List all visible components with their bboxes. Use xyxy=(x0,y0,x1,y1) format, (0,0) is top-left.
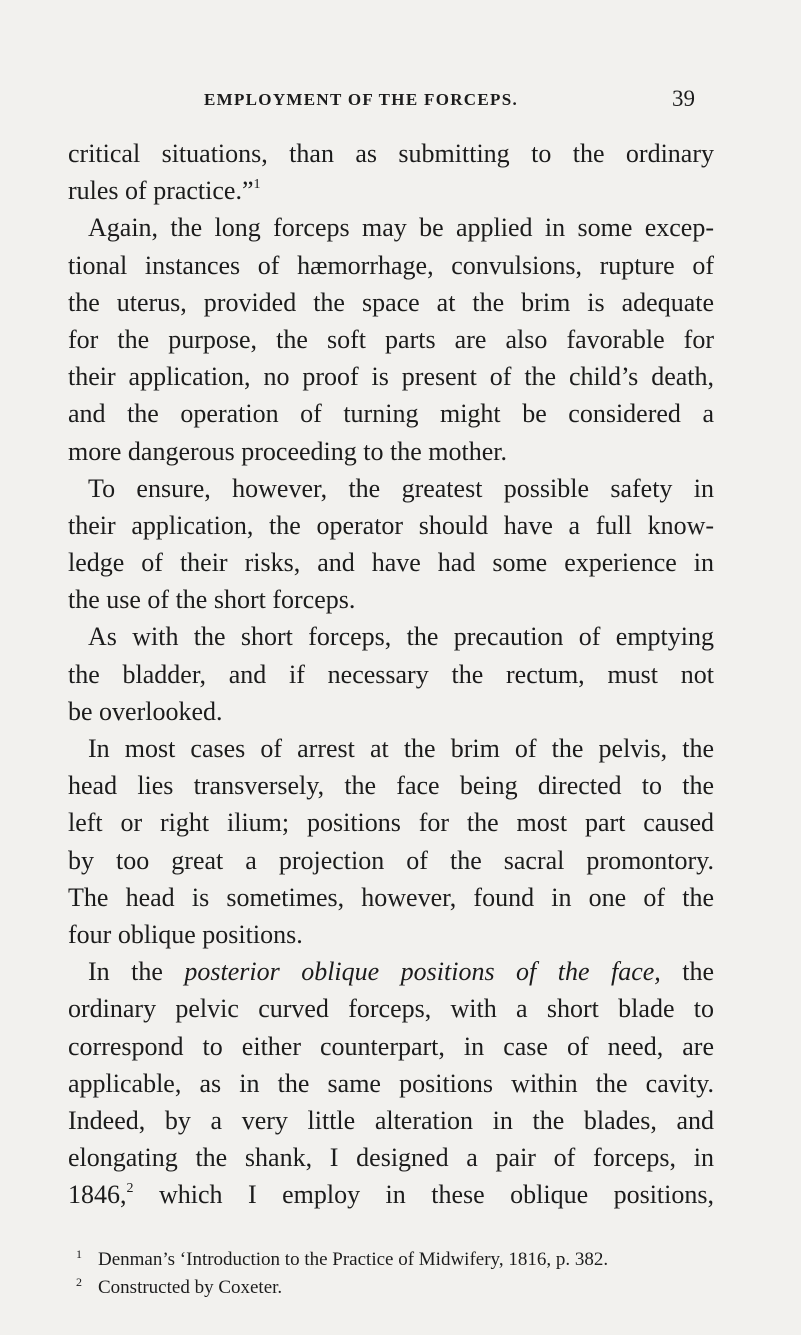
text-line: correspond to either counterpart, in case of need, are xyxy=(68,1031,714,1061)
text-line: Indeed, by a very little alteration in the blades, and xyxy=(68,1105,714,1135)
text-line: The head is sometimes, however, found in one of the xyxy=(68,882,714,912)
text-line: elongating the shank, I designed a pair of forceps, in xyxy=(68,1143,714,1173)
text-line: more dangerous proceeding to the mother. xyxy=(68,436,507,466)
text-line: ledge of their risks, and have had some experience in xyxy=(68,548,714,578)
text-line: for the purpose, the soft parts are also favorable for xyxy=(68,324,714,354)
text-span: which I employ in these oblique positions, xyxy=(158,1180,714,1210)
text-span: the xyxy=(682,957,714,987)
footnote-mark: 1 xyxy=(76,1247,82,1261)
footnote xyxy=(76,1240,716,1268)
footnote-text: Constructed by Coxeter. xyxy=(98,1277,283,1298)
body-text xyxy=(68,135,714,1213)
text-line: ordinary pelvic curved forceps, with a short blade to xyxy=(68,994,714,1024)
text-line: be overlooked. xyxy=(68,696,223,726)
text-line: and the operation of turning might be considered a xyxy=(68,399,714,429)
footnotes xyxy=(76,1240,716,1296)
text-line: the uterus, provided the space at the brim is adequate xyxy=(68,287,714,317)
text-span: rules of practice.” xyxy=(68,176,254,206)
page-header xyxy=(68,86,708,118)
text-line xyxy=(68,1176,714,1213)
paragraph-start: As with the short forceps, the precaution of emptying xyxy=(88,622,714,652)
page-number: 39 xyxy=(672,86,695,111)
running-head: EMPLOYMENT OF THE FORCEPS. xyxy=(204,90,519,109)
text-line: four oblique positions. xyxy=(68,919,303,949)
paragraph-start xyxy=(68,953,714,990)
text-span: 1846, xyxy=(68,1180,127,1210)
text-line: head lies transversely, the face being directed to the xyxy=(68,771,714,801)
text-line: the use of the short forceps. xyxy=(68,585,356,615)
text-line: applicable, as in the same positions within the cavity. xyxy=(68,1068,714,1098)
paragraph-start: To ensure, however, the greatest possible safety in xyxy=(88,473,714,503)
text-line: tional instances of hæmorrhage, convulsions, rupture of xyxy=(68,250,714,280)
italic-phrase: posterior oblique positions of the face, xyxy=(184,957,661,987)
text-line: their application, no proof is present of the child’s death, xyxy=(68,362,714,392)
paragraph-start: In most cases of arrest at the brim of the pelvis, the xyxy=(88,734,714,763)
text-line: by too great a projection of the sacral promontory. xyxy=(68,845,714,875)
text-span: In the xyxy=(88,957,163,987)
paragraph-start: Again, the long forceps may be applied in some excep- xyxy=(88,213,714,243)
footnote-text: Denman’s ‘Introduction to the Practice of Midwifery, 1816, p. 382. xyxy=(98,1249,609,1270)
text-line: the bladder, and if necessary the rectum, must not xyxy=(68,659,714,689)
footnote-mark: 2 xyxy=(76,1275,82,1289)
footnote-ref: 2 xyxy=(126,1181,134,1197)
text-line xyxy=(68,172,714,209)
text-line: critical situations, than as submitting to the ordinary xyxy=(68,139,714,168)
footnote-ref: 1 xyxy=(253,177,261,193)
text-line: left or right ilium; positions for the most part caused xyxy=(68,808,714,838)
footnote xyxy=(76,1268,716,1296)
text-line: their application, the operator should have a full know- xyxy=(68,510,714,540)
